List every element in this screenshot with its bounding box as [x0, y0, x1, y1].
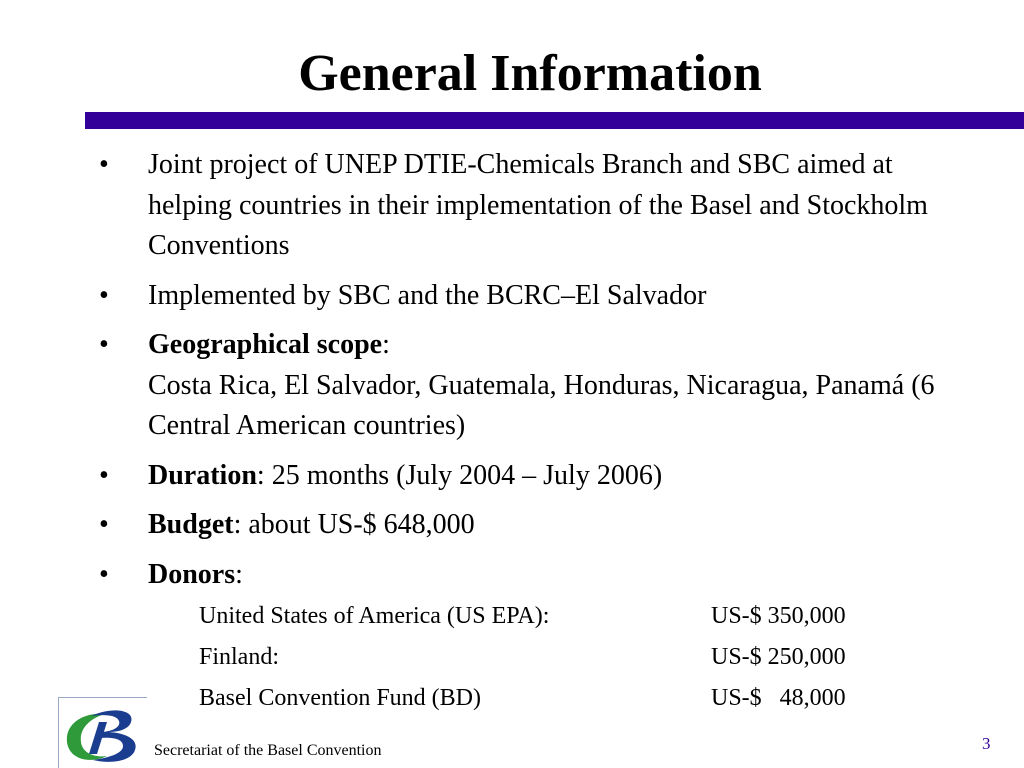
bullet-text: Implemented by SBC and the BCRC–El Salvador	[148, 279, 707, 311]
bullet-text: about US-$ 648,000	[241, 509, 475, 540]
bullet-marker: •	[99, 149, 109, 180]
bullet-label: Geographical scope	[148, 329, 383, 360]
page-title: General Information	[298, 45, 762, 102]
bullet-marker: •	[99, 459, 109, 491]
donor-row	[0, 680, 1024, 721]
bullet-separator: :	[256, 459, 265, 491]
donor-row	[0, 598, 1024, 639]
bullet-marker: •	[99, 329, 109, 360]
bullet-item-duration	[0, 456, 968, 497]
bullet-item-implemented-by	[0, 276, 968, 317]
bullet-text: Joint project of UNEP DTIE-Chemicals Branch and SBC aimed at helping countries in their implementation of the Basel and Stockholm Conventions	[148, 149, 928, 261]
donor-name: Basel Convention Fund (BD)	[199, 685, 481, 711]
bullet-label: Donors	[148, 558, 236, 590]
bullet-marker: •	[99, 558, 109, 590]
donor-amount: US-$ 250,000	[711, 644, 846, 670]
bullet-item-joint-project	[0, 145, 968, 267]
bullet-text: Costa Rica, El Salvador, Guatemala, Honduras, Nicaragua, Panamá (6 Central American countries)	[148, 369, 935, 441]
bullet-separator: :	[382, 329, 390, 360]
donor-amount: US-$ 350,000	[711, 603, 846, 629]
donor-name: United States of America (US EPA):	[199, 603, 550, 629]
donor-row	[0, 639, 1024, 680]
donor-amount: US-$ 48,000	[711, 685, 846, 711]
bullet-label: Duration	[148, 459, 257, 491]
bullet-marker: •	[99, 279, 109, 311]
bullet-text: 25 months (July 2004 – July 2006)	[264, 459, 663, 491]
bullet-separator: :	[233, 509, 242, 540]
bullet-label: Budget	[148, 509, 234, 540]
bullet-separator: :	[235, 558, 243, 590]
bullet-item-budget	[0, 505, 968, 546]
title-accent-bar	[85, 112, 1024, 129]
bullet-item-donors	[0, 555, 968, 596]
bullet-list	[0, 145, 1024, 604]
basel-convention-logo	[58, 697, 147, 768]
page-number: 3	[982, 734, 991, 753]
donor-name: Finland:	[199, 644, 280, 670]
bullet-item-geographical-scope	[0, 325, 968, 447]
bullet-marker: •	[99, 509, 109, 540]
donor-list	[0, 598, 1024, 721]
basel-convention-b-logo-icon	[61, 702, 145, 766]
footer-organization: Secretariat of the Basel Convention	[154, 742, 382, 759]
